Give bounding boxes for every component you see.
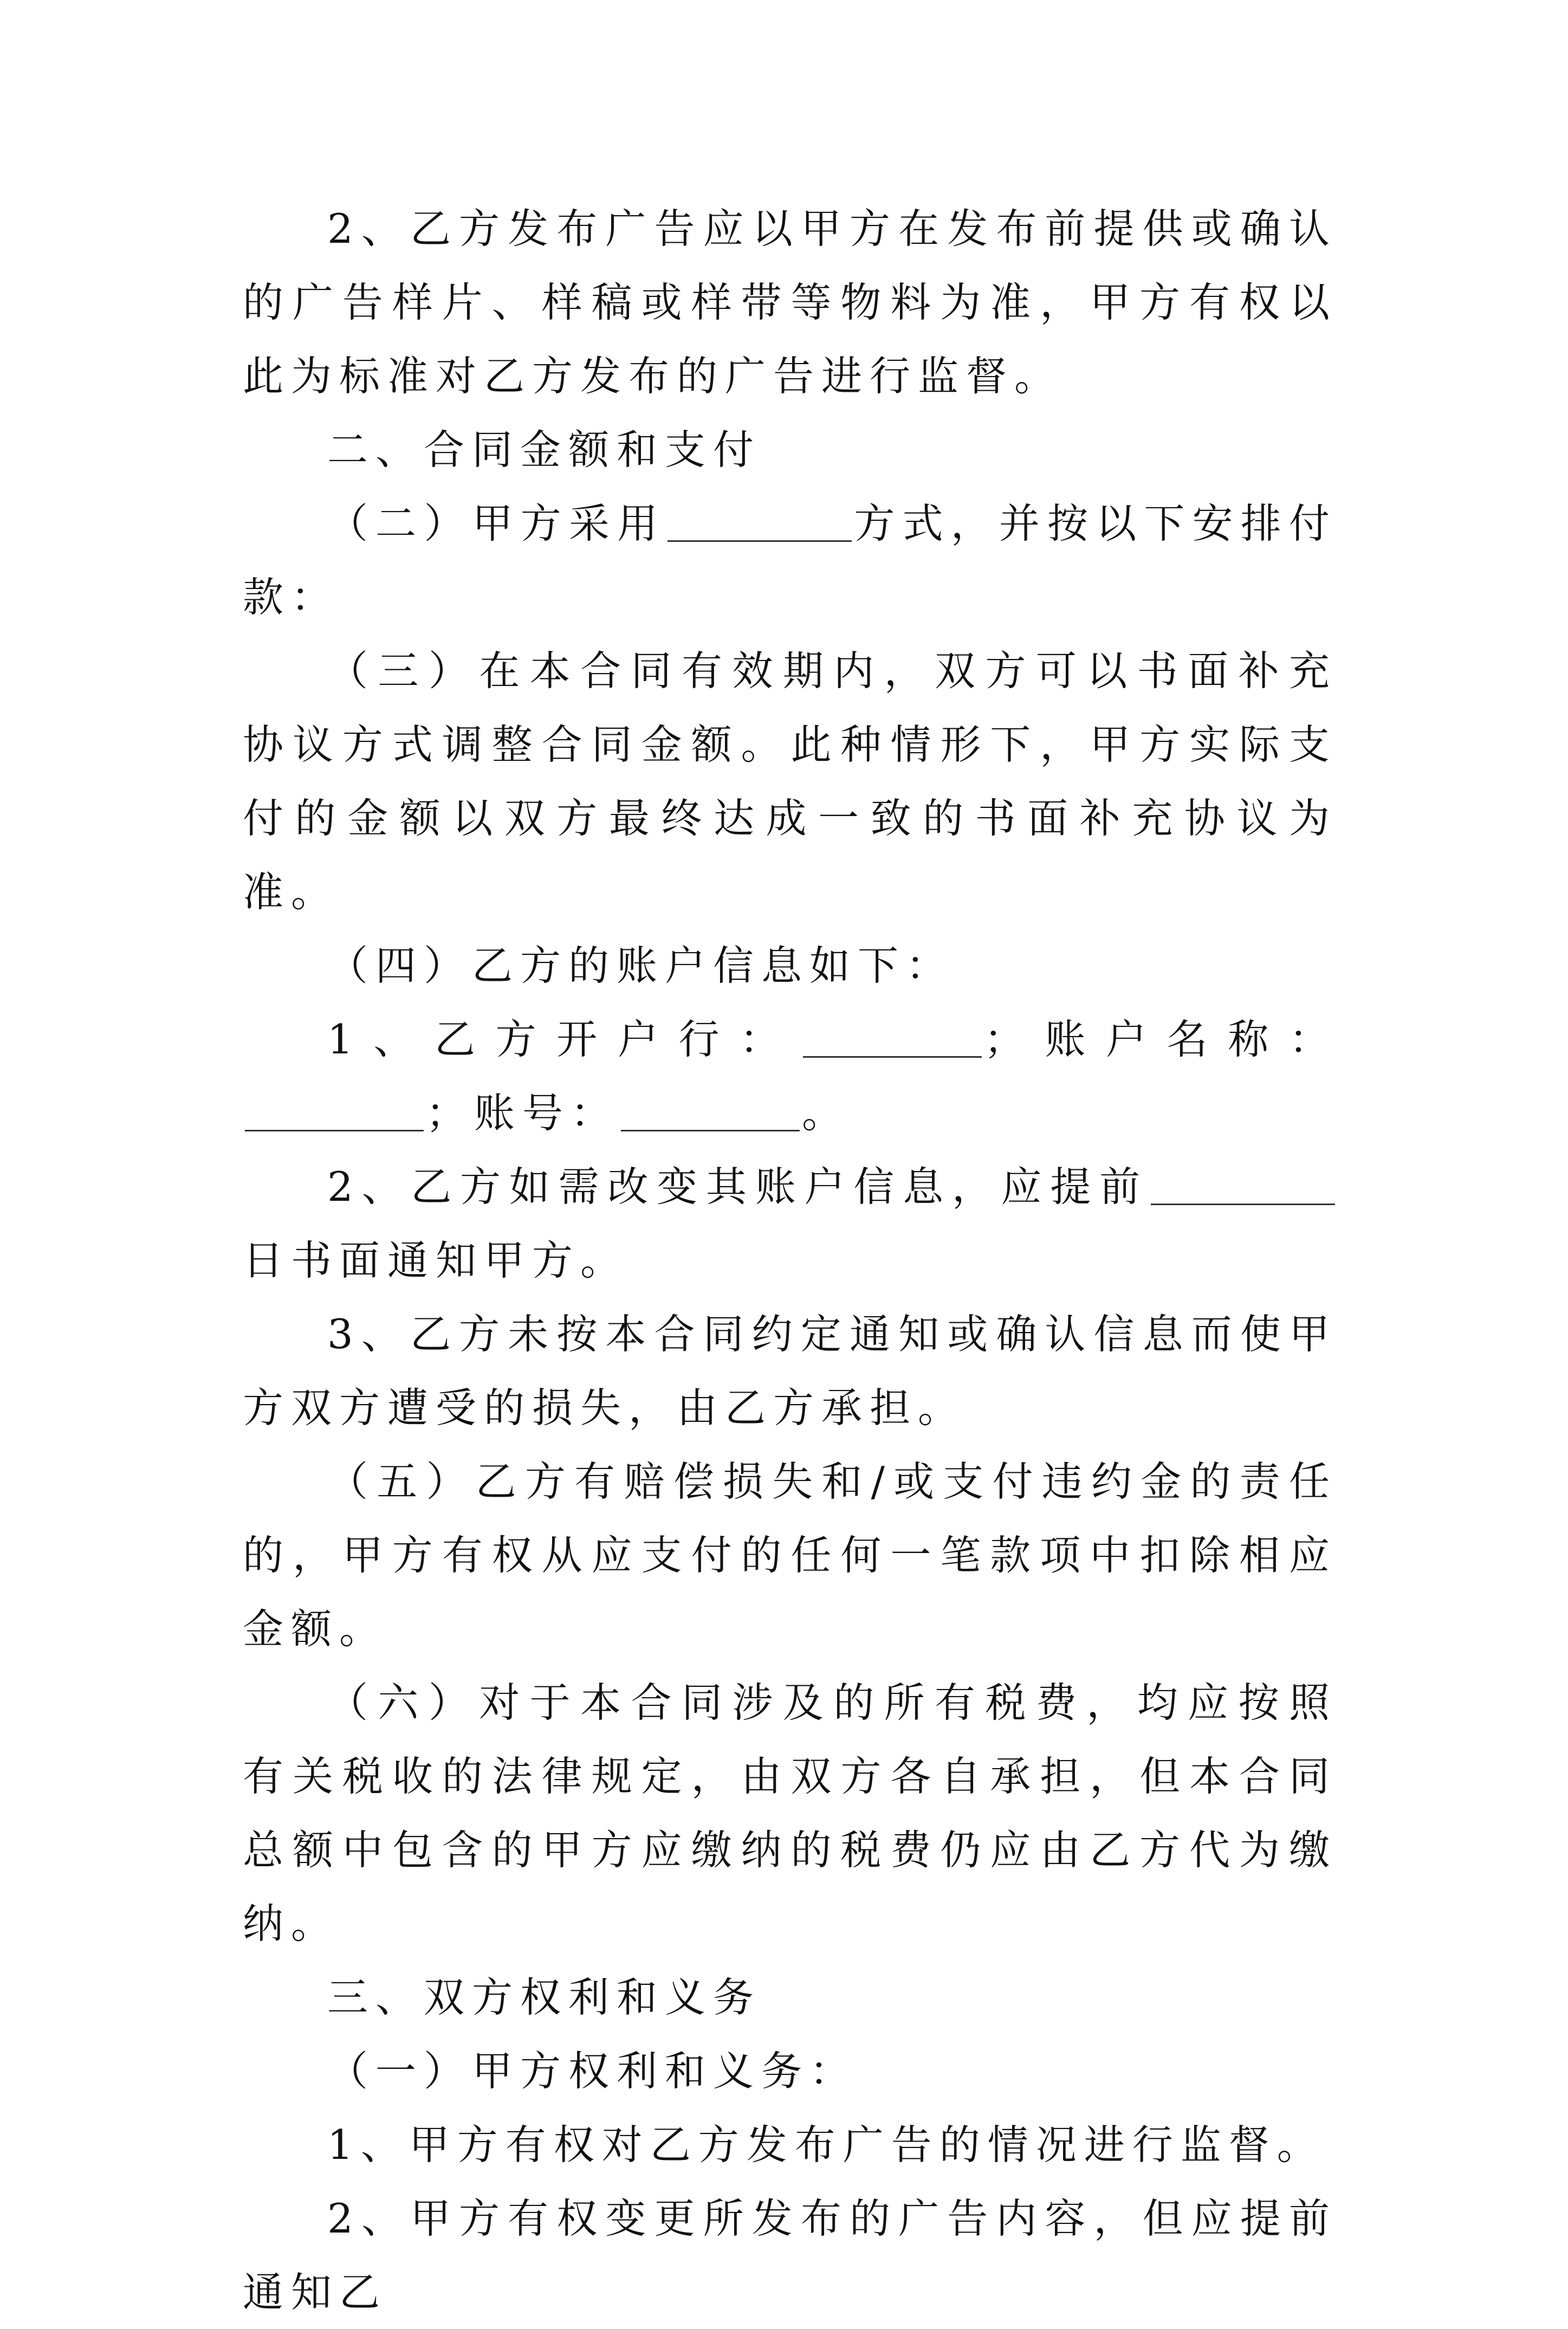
paragraph-text: ；账户名称： [983, 1015, 1337, 1063]
paragraph-account-change-notice [243, 1150, 1337, 1297]
paragraph-text: 1、乙方开户行： [327, 1015, 801, 1063]
paragraph-taxes [243, 1666, 1337, 1961]
section-heading-contract-amount [243, 413, 1337, 487]
paragraph-text: 方式，并按以下安排付款： [243, 500, 1337, 621]
paragraph-deduction-right [243, 1445, 1337, 1666]
heading-text: 二、合同金额和支付 [327, 426, 762, 474]
paragraph-text: 日书面通知甲方。 [243, 1237, 629, 1284]
blank-line [803, 1018, 982, 1058]
document-body [243, 192, 1337, 2329]
paragraph-ad-sample-standard [243, 192, 1337, 413]
paragraph-text: （二）甲方采用 [327, 500, 666, 547]
paragraph-text: 2、乙方如需改变其账户信息，应提前 [327, 1163, 1149, 1211]
blank-line [621, 1092, 800, 1131]
paragraph-text: （六）对于本合同涉及的所有税费，均应按照有关税收的法律规定，由双方各自承担，但本合同总额中包含的甲方应缴纳的税费仍应由乙方代为缴纳。 [243, 1679, 1337, 1948]
paragraph-text: 1、甲方有权对乙方发布广告的情况进行监督。 [327, 2121, 1325, 2169]
blank-line [245, 1092, 424, 1131]
blank-line [668, 502, 852, 542]
paragraph-text: 2、乙方发布广告应以甲方在发布前提供或确认的广告样片、样稿或样带等物料为准，甲方有权以此为标准对乙方发布的广告进行监督。 [243, 205, 1337, 400]
section-heading-rights-obligations [243, 1961, 1337, 2034]
subheading-party-a-rights [243, 2034, 1337, 2108]
paragraph-payment-method [243, 487, 1337, 634]
paragraph-account-details [243, 1002, 1337, 1150]
paragraph-change-content-right [243, 2182, 1337, 2329]
paragraph-supervision-right [243, 2108, 1337, 2182]
paragraph-loss-liability [243, 1297, 1337, 1445]
paragraph-text: （四）乙方的账户信息如下： [327, 942, 955, 989]
paragraph-text: 。 [802, 1089, 851, 1137]
paragraph-account-info-intro [243, 929, 1337, 1002]
heading-text: （一）甲方权利和义务： [327, 2047, 858, 2095]
paragraph-text: （三）在本合同有效期内，双方可以书面补充协议方式调整合同金额。此种情形下，甲方实际支付的金额以双方最终达成一致的书面补充协议为准。 [243, 647, 1337, 916]
paragraph-text: 2、甲方有权变更所发布的广告内容，但应提前通知乙 [243, 2195, 1337, 2316]
blank-line [1151, 1166, 1335, 1205]
paragraph-text: 3、乙方未按本合同约定通知或确认信息而使甲方双方遭受的损失，由乙方承担。 [243, 1310, 1337, 1432]
heading-text: 三、双方权利和义务 [327, 1974, 762, 2021]
paragraph-text: ；账号： [426, 1089, 619, 1137]
paragraph-amount-adjustment [243, 634, 1337, 929]
paragraph-text: （五）乙方有赔偿损失和/或支付违约金的责任的，甲方有权从应支付的任何一笔款项中扣除相应金额。 [243, 1458, 1337, 1653]
